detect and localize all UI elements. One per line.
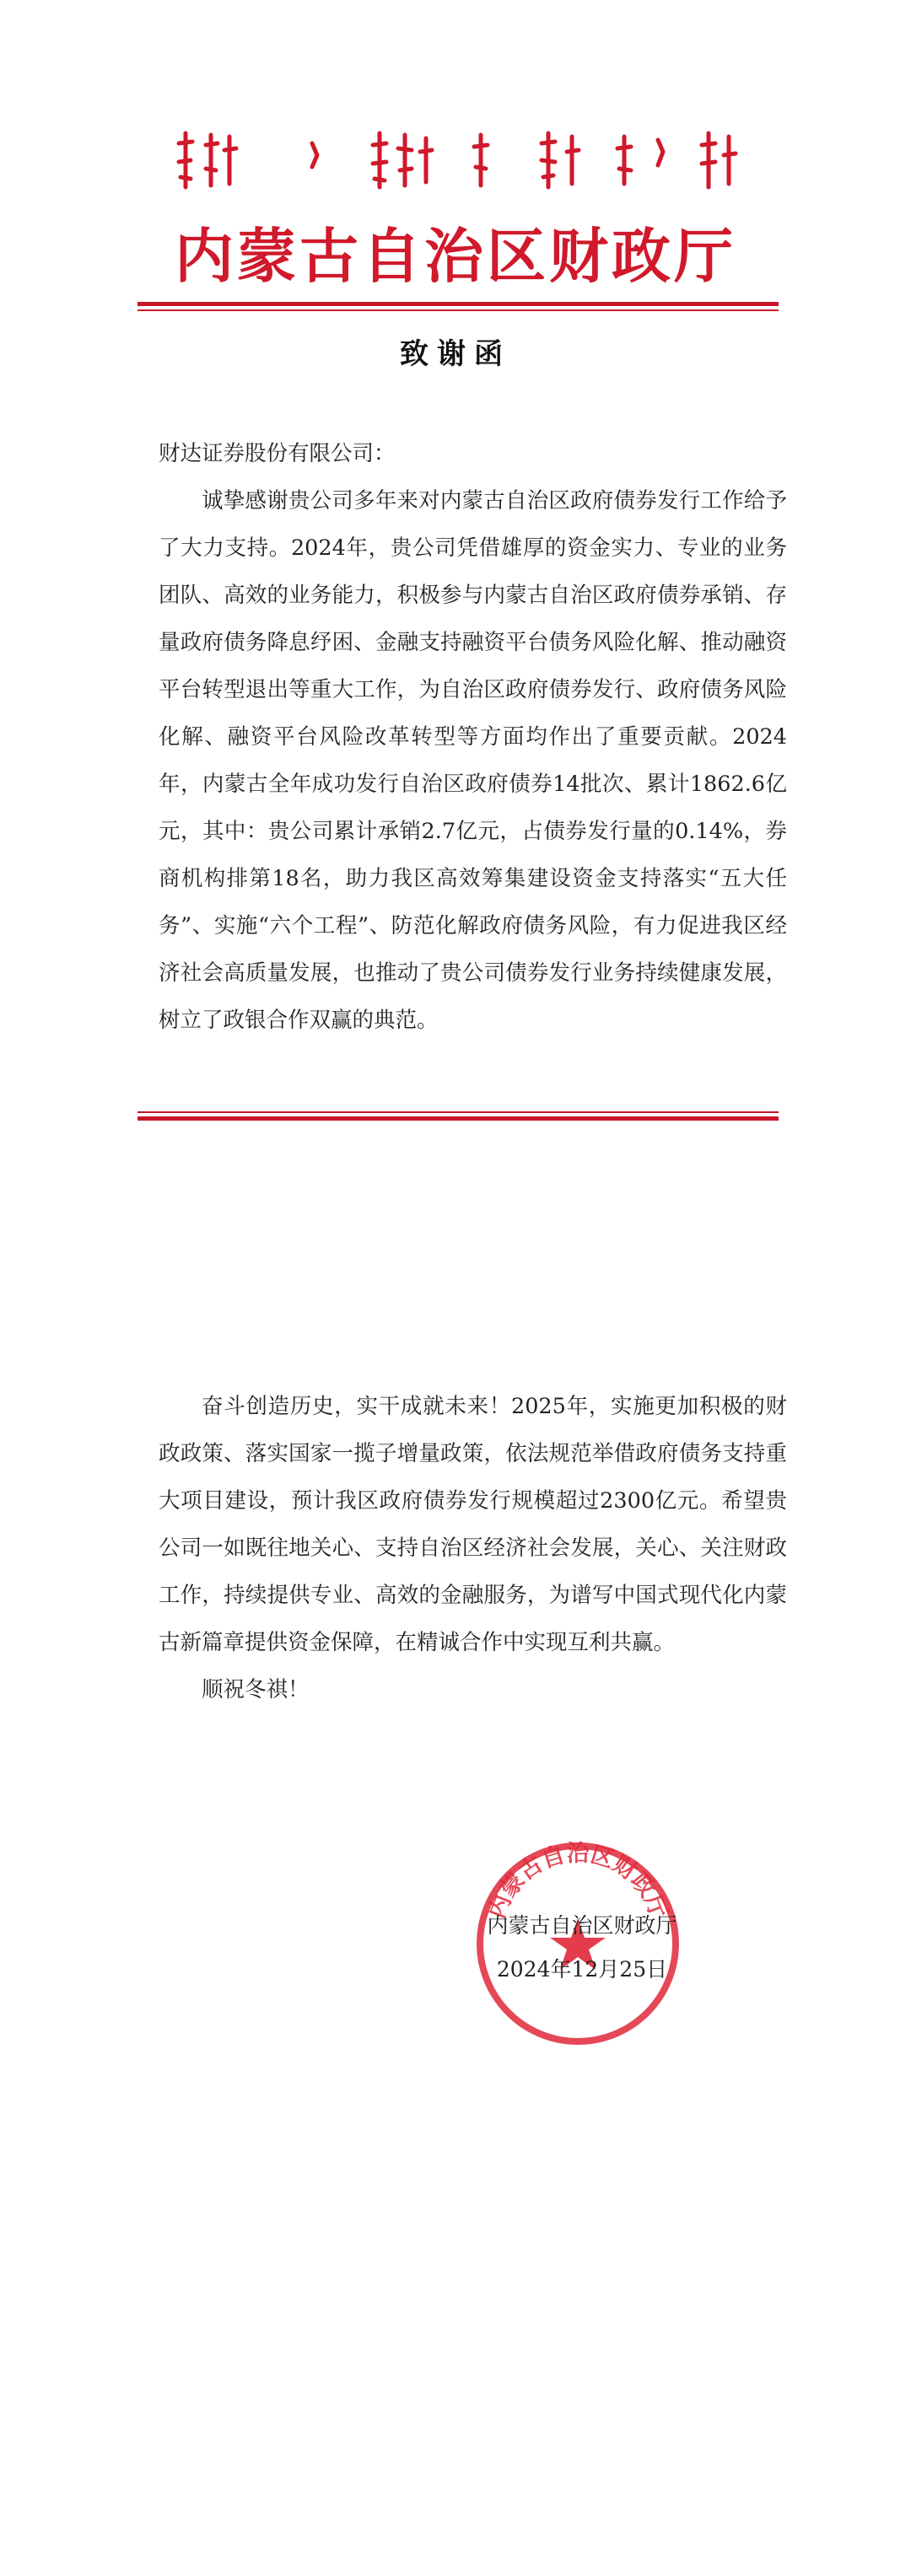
salutation: 财达证券股份有限公司：: [159, 441, 396, 466]
letter-body-section-2: [159, 1383, 787, 1713]
closing-line: 顺祝冬祺！: [202, 1677, 310, 1702]
signature-date: 2024年12月25日: [496, 1957, 668, 1982]
document-subtitle: 致谢函: [400, 337, 511, 371]
section-divider: [137, 1111, 779, 1121]
signature-org: 内蒙古自治区财政厅: [487, 1913, 677, 1938]
body-paragraph-2: 奋斗创造历史，实干成就未来！2025年，实施更加积极的财政政策、落实国家一揽子增量政策，依法规范举借政府债务支持重大项目建设，预计我区政府债券发行规模超过2300亿元。希望贵公司一如既往地关心、支持自治区经济社会发展，关心、关注财政工作，持续提供专业、高效的金融服务，为谱写中国式现代化内蒙古新篇章提供资金保障，在精诚合作中实现互利共赢。: [159, 1394, 787, 1655]
seal-text: 内蒙古自治区财政厅: [483, 1840, 672, 1923]
letterhead-title: 内蒙古自治区财政厅: [175, 222, 736, 291]
body-paragraph-1: 诚挚感谢贵公司多年来对内蒙古自治区政府债券发行工作给予了大力支持。2024年，贵公司凭借雄厚的资金实力、专业的业务团队、高效的业务能力，积极参与内蒙古自治区政府债券承销、存量政府债务降息纾困、金融支持融资平台债务风险化解、推动融资平台转型退出等重大工作，为自治区政府债券发行、政府债务风险化解、融资平台风险改革转型等方面均作出了重要贡献。2024年，内蒙古全年成功发行自治区政府债券14批次、累计1862.6亿元，其中：贵公司累计承销2.7亿元，占债券发行量的0.14%，券商机构排第18名，助力我区高效筹集建设资金支持落实“五大任务”、实施“六个工程”、防范化解政府债务风险，有力促进我区经济社会高质量发展，也推动了贵公司债券发行业务持续健康发展，树立了政银合作双赢的典范。: [159, 488, 787, 1033]
signature-block: [456, 1904, 709, 1992]
mongolian-script-header: [169, 126, 742, 194]
letter-body-section-1: [159, 430, 787, 1044]
letterhead-divider: [137, 302, 779, 311]
